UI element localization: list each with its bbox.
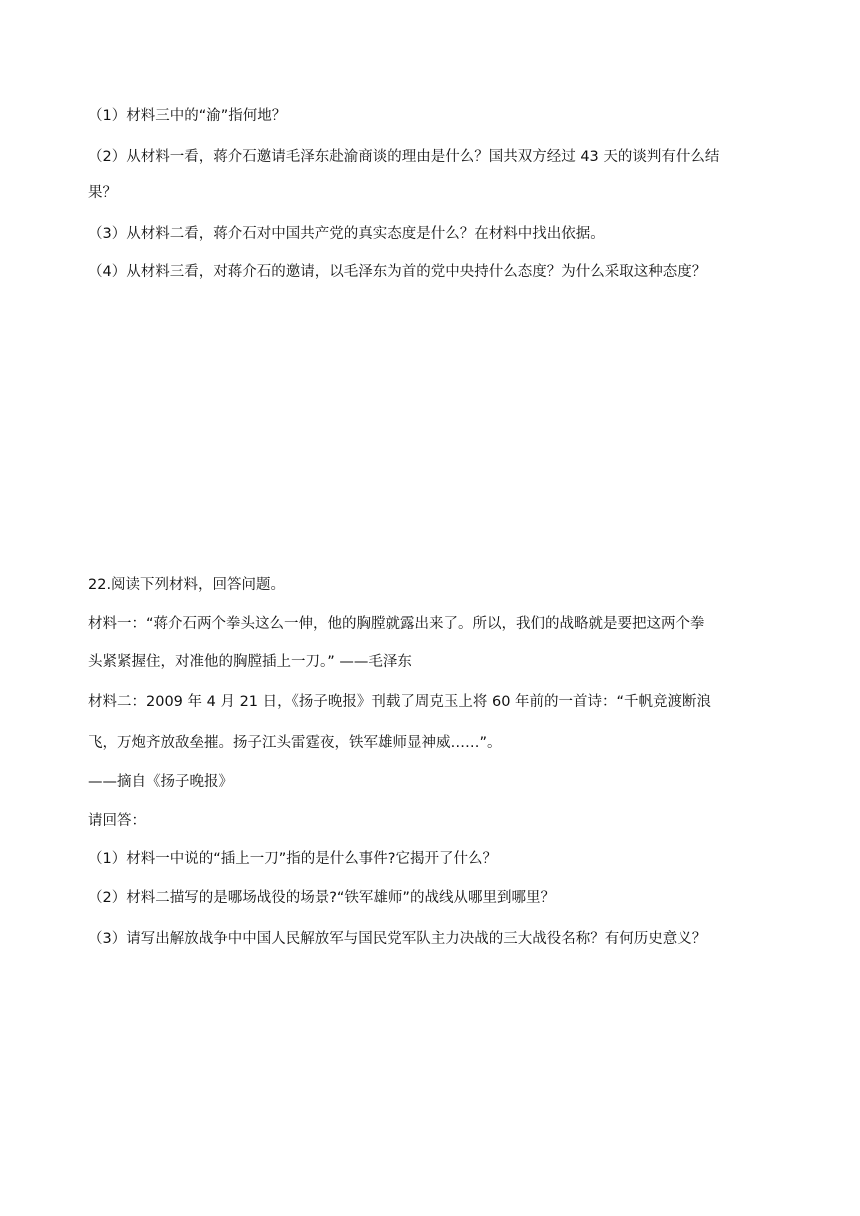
answer-prompt: 请回答： — [88, 813, 146, 829]
question-21-2: （2）从材料一看，蒋介石邀请毛泽东赴渝商谈的理由是什么？国共双方经过 43 天的谈判有什么结 — [88, 149, 720, 165]
question-22-2: （2）材料二描写的是哪场战役的场景?“铁军雄师”的战线从哪里到哪里？ — [88, 890, 555, 906]
question-21-3: （3）从材料二看，蒋介石对中国共产党的真实态度是什么？在材料中找出依据。 — [88, 226, 605, 242]
material-1-line-1: 材料一：“蒋介石两个拳头这么一伸，他的胸膛就露出来了。所以，我们的战略就是要把这两个拳 — [88, 616, 705, 632]
question-21-4: （4）从材料三看，对蒋介石的邀请，以毛泽东为首的党中央持什么态度？为什么采取这种态度？ — [88, 264, 707, 280]
question-21-1: （1）材料三中的“渝”指何地？ — [88, 108, 287, 124]
question-22-1: （1）材料一中说的“插上一刀”指的是什么事件?它揭开了什么？ — [88, 851, 497, 867]
question-22-title: 22.阅读下列材料，回答问题。 — [88, 577, 286, 593]
question-21-2-continued: 果？ — [88, 185, 117, 201]
question-22-3: （3）请写出解放战争中中国人民解放军与国民党军队主力决战的三大战役名称？有何历史意义？ — [88, 931, 707, 947]
material-source: ——摘自《扬子晚报》 — [88, 774, 233, 790]
material-1-line-2: 头紧紧握住，对准他的胸膛插上一刀。” ——毛泽东 — [88, 654, 412, 670]
material-2-line-1: 材料二：2009 年 4 月 21 日，《扬子晚报》刊载了周克玉上将 60 年前的一首诗：“千帆竞渡断浪 — [88, 694, 712, 710]
material-2-line-2: 飞，万炮齐放敌垒摧。扬子江头雷霆夜，铁军雄师显神威……”。 — [88, 735, 502, 751]
